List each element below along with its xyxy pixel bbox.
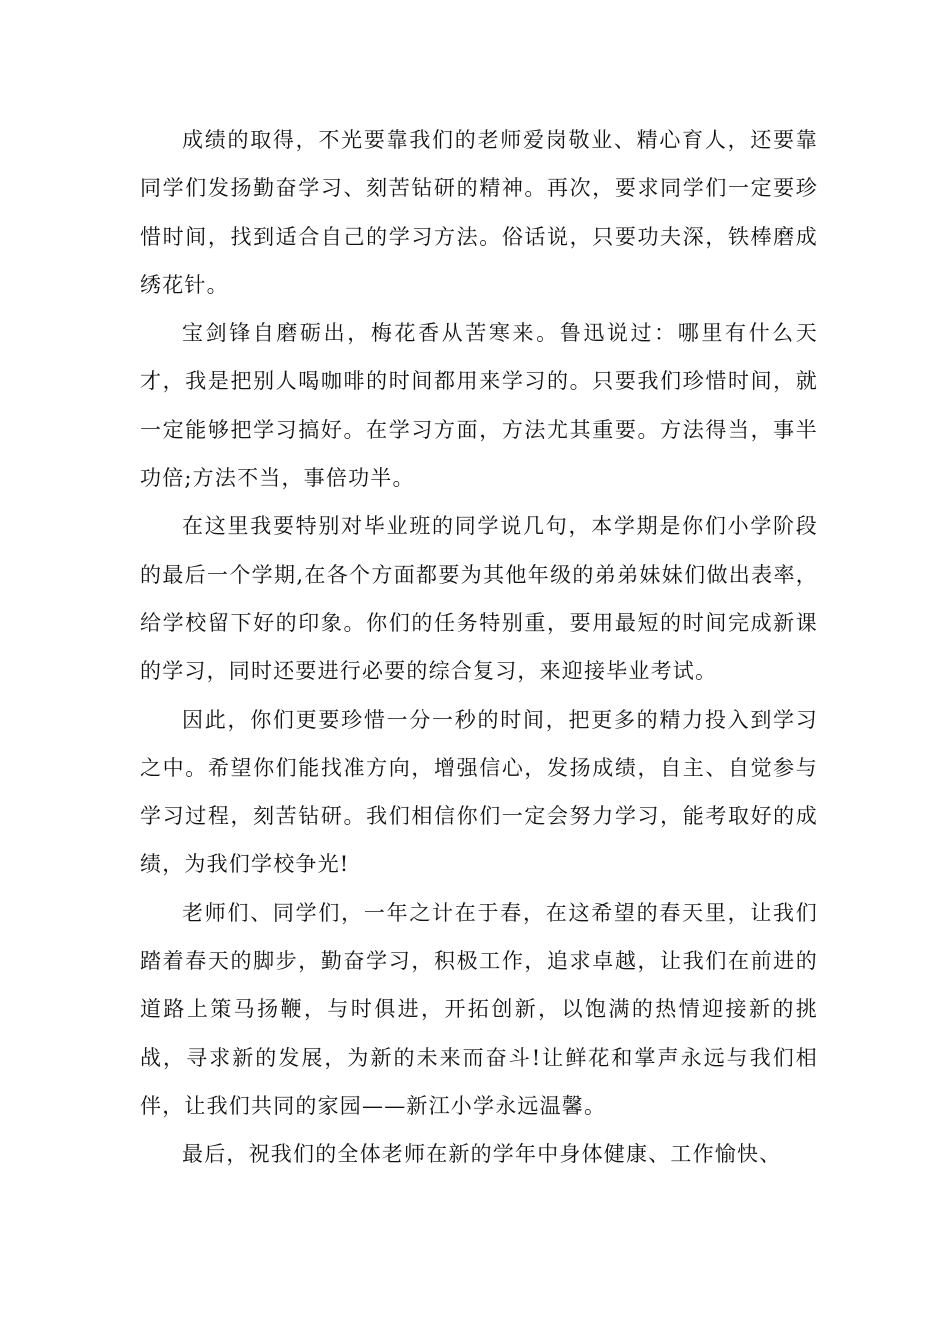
- document-body: [140, 116, 818, 1179]
- paragraph-4: 因此，你们更要珍惜一分一秒的时间，把更多的精力投入到学习之中。希望你们能找准方向，增强信心，发扬成绩，自主、自觉参与学习过程，刻苦钻研。我们相信你们一定会努力学习，能考取好的成绩，为我们学校争光!: [140, 707, 818, 877]
- paragraph-6: 最后，祝我们的全体老师在新的学年中身体健康、工作愉快、: [182, 1142, 782, 1167]
- paragraph-5: 老师们、同学们，一年之计在于春，在这希望的春天里，让我们踏着春天的脚步，勤奋学习，积极工作，追求卓越，让我们在前进的道路上策马扬鞭，与时俱进，开拓创新，以饱满的热情迎接新的挑战，寻求新的发展，为新的未来而奋斗!让鲜花和掌声永远与我们相伴，让我们共同的家园——新江小学永远温馨。: [140, 900, 818, 1118]
- paragraph-1: 成绩的取得，不光要靠我们的老师爱岗敬业、精心育人，还要靠同学们发扬勤奋学习、刻苦钻研的精神。再次，要求同学们一定要珍惜时间，找到适合自己的学习方法。俗话说，只要功夫深，铁棒磨成绣花针。: [140, 128, 818, 297]
- paragraph-2: 宝剑锋自磨砺出，梅花香从苦寒来。鲁迅说过：哪里有什么天才，我是把别人喝咖啡的时间都用来学习的。只要我们珍惜时间，就一定能够把学习搞好。在学习方面，方法尤其重要。方法得当，事半功倍;方法不当，事倍功半。: [140, 321, 818, 491]
- paragraph-3: 在这里我要特别对毕业班的同学说几句，本学期是你们小学阶段的最后一个学期,在各个方面都要为其他年级的弟弟妹妹们做出表率，给学校留下好的印象。你们的任务特别重，要用最短的时间完成新课的学习，同时还要进行必要的综合复习，来迎接毕业考试。: [140, 514, 818, 684]
